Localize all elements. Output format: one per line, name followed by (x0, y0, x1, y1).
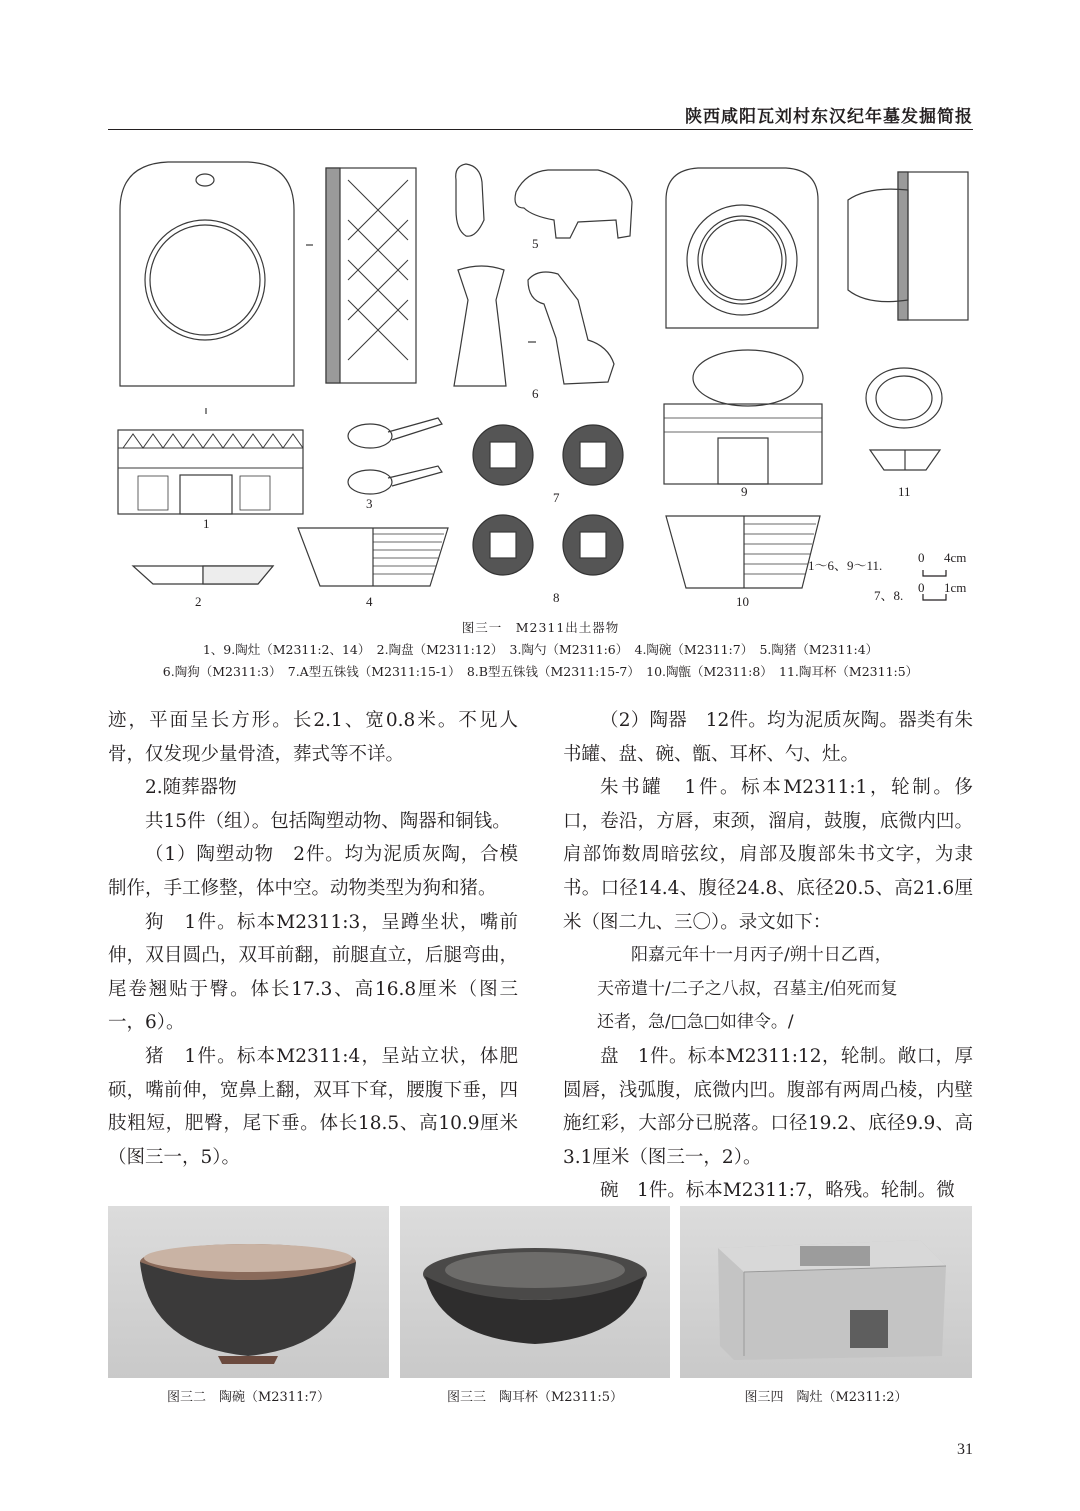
scale-1-label: 1～6、9～11. (808, 558, 883, 573)
paragraph: 碗 1件。标本M2311:7，略残。轮制。微 (600, 1180, 955, 1202)
bowl-drawing (298, 528, 448, 586)
paragraph: （2）陶器 12件。均为泥质灰陶。器类有朱书罐、盘、碗、甑、耳杯、勺、灶。 (563, 710, 973, 765)
dog-drawing (454, 266, 614, 386)
photo-bowl (108, 1206, 389, 1378)
figure-legend-line-2: 6.陶狗（M2311:3） 7.A型五铢钱（M2311:15-1） 8.B型五铢钱（M2311:15-7） 10.陶甑（M2311:8） 11.陶耳杯（M2311:5） (162, 664, 919, 679)
stove-2-front-drawing (664, 350, 822, 484)
photo-ear-cup (400, 1206, 670, 1378)
figure-legend-line-1: 1、9.陶灶（M2311:2、14） 2.陶盘（M2311:12） 3.陶勺（M2311:6） 4.陶碗（M2311:7） 5.陶猪（M2311:4） (202, 642, 879, 657)
stove-2-section-drawing (848, 172, 968, 320)
paragraph: 朱书罐 1件。标本M2311:1，轮制。侈口，卷沿，方唇，束颈，溜肩，鼓腹，底微内凹。肩部饰数周暗弦纹，肩部及腹部朱书文字，为隶书。口径14.4、腹径24.8、底径20.5、高21.6厘米（图二九、三〇）。录文如下： (563, 777, 973, 933)
stove-top-drawing (120, 162, 313, 414)
spoon-drawing (348, 418, 442, 494)
photo-stove (680, 1206, 972, 1378)
figure-31 (108, 150, 976, 620)
inscription-line: 天帝遣十/二子之八叔，召墓主/伯死而复 (597, 978, 898, 999)
stove-section-drawing (326, 168, 416, 383)
right-text-column (563, 704, 973, 1208)
figure-number-10: 10 (736, 594, 749, 609)
steamer-drawing (666, 516, 820, 588)
photo-caption-ear-cup: 图三三 陶耳杯（M2311:5） (446, 1390, 624, 1405)
inscription-line: 还者，急/□急□如律令。/ (597, 1012, 794, 1033)
figure-number-8: 8 (553, 590, 560, 605)
photo-caption-bowl: 图三二 陶碗（M2311:7） (166, 1390, 331, 1405)
figure-number-1: 1 (203, 516, 210, 531)
figure-number-5: 5 (532, 236, 539, 251)
coin-b-rubbings (473, 515, 623, 575)
figure-number-11: 11 (898, 484, 911, 499)
pig-drawing (456, 164, 632, 238)
header-rule (108, 129, 973, 130)
ear-cup-drawing (866, 368, 942, 470)
stove-front-drawing (118, 430, 303, 514)
paragraph: 狗 1件。标本M2311:3，呈蹲坐状，嘴前伸，双目圆凸，双耳前翻，前腿直立，后腿弯曲，尾卷翘贴于臀。体长17.3、高16.8厘米（图三一，6）。 (108, 911, 518, 1034)
figure-number-2: 2 (195, 594, 202, 609)
paragraph: 盘 1件。标本M2311:12，轮制。敞口，厚圆唇，浅弧腹，底微内凹。腹部有两周凸棱，内壁施红彩，大部分已脱落。口径19.2、底径9.9、高3.1厘米（图三一，2）。 (563, 1045, 973, 1168)
figure-number-7: 7 (553, 490, 560, 505)
photo-caption-stove: 图三四 陶灶（M2311:2） (744, 1390, 908, 1405)
paragraph: 猪 1件。标本M2311:4，呈站立状，体肥硕，嘴前伸，宽鼻上翻，双耳下耷，腰腹下垂，四肢粗短，肥臀，尾下垂。体长18.5、高10.9厘米（图三一，5）。 (108, 1045, 518, 1168)
scale-2-zero: 0 (918, 580, 925, 595)
inscription-line: 阳嘉元年十一月丙子/朔十日乙酉， (631, 945, 892, 966)
paragraph: 迹，平面呈长方形。长2.1、宽0.8米。不见人骨，仅发现少量骨渣，葬式等不详。 (108, 710, 518, 765)
scale-2-unit: 1cm (944, 580, 967, 595)
scale-2-label: 7、8. (874, 588, 904, 603)
figure-number-4: 4 (366, 594, 373, 609)
figure-caption (108, 617, 973, 683)
page-number: 31 (957, 1441, 973, 1458)
artifact-drawings (108, 150, 976, 620)
plate-drawing (133, 566, 273, 584)
figure-number-9: 9 (741, 484, 748, 499)
scale-bars (923, 570, 946, 600)
paragraph: （1）陶塑动物 2件。均为泥质灰陶，合模制作，手工修整，体中空。动物类型为狗和猪。 (108, 844, 518, 899)
running-title: 陕西咸阳瓦刘村东汉纪年墓发掘简报 (685, 107, 973, 127)
figure-title: 图三一 M2311出土器物 (461, 620, 620, 635)
scale-1-zero: 0 (918, 550, 925, 565)
figure-number-3: 3 (366, 496, 373, 511)
section-heading: 2.随葬器物 (145, 777, 237, 799)
figure-number-6: 6 (532, 386, 539, 401)
paragraph: 共15件（组）。包括陶塑动物、陶器和铜钱。 (145, 810, 511, 832)
stove-2-top-drawing (666, 168, 818, 328)
scale-1-unit: 4cm (944, 550, 967, 565)
coin-a-rubbings (473, 425, 623, 485)
left-text-column (108, 704, 518, 1174)
